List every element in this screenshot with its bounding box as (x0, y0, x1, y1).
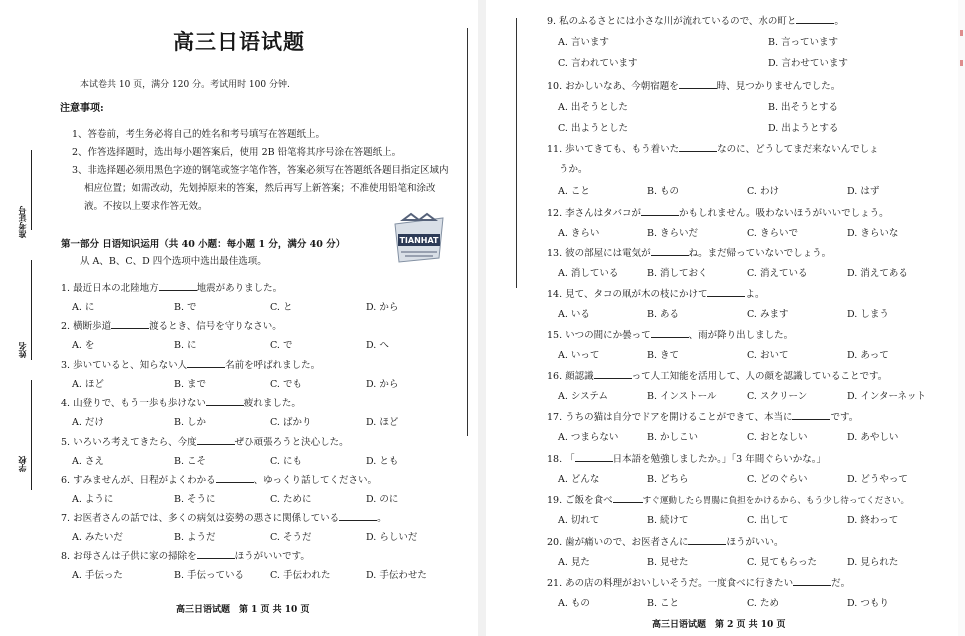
option-d[interactable]: D. 見られた (847, 557, 899, 568)
answer-blank (159, 281, 197, 291)
option-a[interactable]: A. みたいだ (72, 532, 123, 543)
option-d[interactable]: D. のに (366, 494, 399, 505)
column-divider (516, 18, 517, 288)
option-d[interactable]: D. 言わせています (768, 58, 848, 69)
option-b[interactable]: B. しか (174, 417, 207, 428)
question-stem-tail: です。 (830, 412, 859, 423)
answer-blank (679, 142, 717, 152)
question-stem-tail: よ。 (745, 289, 765, 300)
binding-line (31, 260, 32, 360)
option-d[interactable]: D. あやしい (847, 432, 899, 443)
question-stem-tail: 。 (377, 513, 387, 524)
exam-title: 高三日语试题 (173, 29, 305, 54)
question-stem-tail: すぐ運動したら胃腸に負担をかけるから、もう少し待ってください。 (642, 496, 910, 506)
question-stem-tail: ほうがいいです。 (234, 551, 310, 562)
option-b[interactable]: B. ある (647, 309, 680, 320)
option-a[interactable]: A. どんな (558, 474, 600, 485)
edge-mark (960, 60, 963, 66)
option-a[interactable]: A. もの (558, 598, 590, 609)
section-instruction: 从 A、B、C、D 四个选项中选出最佳选项。 (80, 256, 267, 267)
option-c[interactable]: C. ために (270, 494, 312, 505)
question-stem: 5. いろいろ考えてきたら、今度 (61, 437, 197, 448)
option-b[interactable]: B. そうに (174, 494, 216, 505)
question-stem: 8. お母さんは子供に家の掃除を (61, 551, 197, 562)
answer-blank (339, 511, 377, 521)
option-d[interactable]: D. から (366, 379, 399, 390)
question-stem: 1. 最近日本の北陸地方 (61, 283, 159, 294)
exam-page-1 (0, 0, 478, 636)
answer-blank (613, 493, 643, 503)
option-b[interactable]: B. 出そうとする (768, 102, 839, 113)
option-c[interactable]: C. 出ようとした (558, 123, 628, 134)
question-stem-tail: 地震がありました。 (196, 283, 283, 294)
question-stem: 17. うちの猫は自分でドアを開けることができて、本当に (547, 412, 793, 423)
question-stem-wrap: うか。 (559, 164, 588, 175)
option-b[interactable]: B. 続けて (647, 515, 689, 526)
question-stem-tail: ぜひ頑張ろうと決心した。 (234, 437, 349, 448)
question-stem: 16. 顔認識 (547, 371, 594, 382)
option-b[interactable]: B. どちら (647, 474, 689, 485)
stamp-text: TIANHAT (399, 236, 439, 245)
option-b[interactable]: B. に (174, 340, 197, 351)
option-c[interactable]: C. 言われています (558, 58, 638, 69)
notice-heading: 注意事项: (60, 103, 104, 114)
rule-item: 3、非选择题必须用黑色字迹的钢笔或签字笔作答，答案必须写在答题纸各题目指定区域内相应位置；如需改动，先划掉原来的答案，然后再写上新答案；不准使用铅笔和涂改液。不按以上要求作答无效。 (72, 165, 449, 212)
answer-blank (575, 452, 613, 462)
rule-item: 2、作答选择题时，选出每小题答案后，使用 2B 铅笔将其序号涂在答题纸上。 (72, 147, 402, 158)
answer-blank (111, 319, 149, 329)
option-d[interactable]: D. とも (366, 456, 399, 467)
question-stem-tail: 渡るとき、信号を守りなさい。 (149, 321, 282, 332)
answer-blank (707, 287, 745, 297)
option-c[interactable]: C. どのぐらい (747, 474, 808, 485)
option-b[interactable]: B. で (174, 302, 197, 313)
column-divider (467, 28, 468, 436)
watermark-stamp-icon (389, 212, 449, 268)
option-d[interactable]: D. から (366, 302, 399, 313)
question-stem-tail: って人工知能を活用して、人の顔を認識していることです。 (631, 371, 888, 382)
option-a[interactable]: A. きらい (558, 228, 600, 239)
option-b[interactable]: B. こと (647, 598, 680, 609)
answer-blank (206, 396, 244, 406)
binding-line (31, 380, 32, 490)
option-b[interactable]: B. 消しておく (647, 268, 708, 279)
option-c[interactable]: C. おとなしい (747, 432, 808, 443)
answer-blank (651, 328, 689, 338)
option-c[interactable]: C. ばかり (270, 417, 312, 428)
question-stem-tail: 、雨が降り出しました。 (688, 330, 794, 341)
question-stem: 13. 彼の部屋には電気が (547, 248, 651, 259)
answer-blank (197, 435, 235, 445)
question-stem-tail: 、ゆっくり話してください。 (253, 475, 377, 486)
option-a[interactable]: A. 出そうとした (558, 102, 628, 113)
option-c[interactable]: C. 手伝われた (270, 570, 331, 581)
question-stem-tail: かもしれません。吸わないほうがいいでしょう。 (679, 208, 889, 219)
option-b[interactable]: B. まで (174, 379, 207, 390)
page-gutter (478, 0, 486, 636)
option-a[interactable]: A. いる (558, 309, 590, 320)
answer-blank (796, 14, 834, 24)
answer-blank (197, 549, 235, 559)
option-b[interactable]: B. ようだ (174, 532, 216, 543)
question-stem: 10. おかしいなあ、今朝宿題を (547, 81, 679, 92)
option-a[interactable]: A. ほど (72, 379, 104, 390)
option-b[interactable]: B. もの (647, 186, 680, 197)
question-stem: 15. いつの間にか曇って (547, 330, 651, 341)
option-b[interactable]: B. かしこい (647, 432, 699, 443)
question-stem: 3. 歩いていると、知らない人 (61, 360, 188, 371)
option-a[interactable]: A. ように (72, 494, 114, 505)
option-b[interactable]: B. インストール (647, 391, 717, 402)
question-stem-tail: 時、見つかりませんでした。 (716, 81, 841, 92)
question-stem: 21. あの店の料理がおいしいそうだ。一度食べに行きたい (547, 578, 794, 589)
question-stem-tail: なのに、どうしてまだ来ないんでしょ (717, 144, 879, 155)
name-label: 姓名 (17, 342, 27, 358)
option-d[interactable]: D. どうやって (847, 474, 908, 485)
question-stem: 7. お医者さんの話では、多くの病気は姿勢の悪さに関係している (61, 513, 340, 524)
option-a[interactable]: A. 切れて (558, 515, 600, 526)
option-c[interactable]: C. 見てもらった (747, 557, 817, 568)
answer-blank (651, 246, 689, 256)
question-stem: 14. 見て、タコの凧が木の枝にかけて (547, 289, 708, 300)
rule-item: 1、答卷前，考生务必将自己的姓名和考号填写在答题纸上。 (72, 129, 326, 140)
option-d[interactable]: D. へ (366, 340, 389, 351)
option-d[interactable]: D. 出ようとする (768, 123, 839, 134)
question-stem-tail: 。 (834, 16, 844, 27)
option-b[interactable]: B. きらいだ (647, 228, 699, 239)
question-stem: 20. 歯が痛いので、お医者さんに (547, 537, 689, 548)
answer-blank (792, 410, 830, 420)
question-stem-tail: 疲れました。 (243, 398, 301, 409)
option-d[interactable]: D. 消えてある (847, 268, 908, 279)
question-stem: 2. 横断歩道 (61, 321, 112, 332)
option-a[interactable]: A. さえ (72, 456, 104, 467)
option-a[interactable]: A. 見た (558, 557, 590, 568)
option-b[interactable]: B. こそ (174, 456, 207, 467)
answer-blank (216, 473, 254, 483)
option-c[interactable]: C. きらいで (747, 228, 798, 239)
option-a[interactable]: A. こと (558, 186, 590, 197)
option-c[interactable]: C. ため (747, 598, 779, 609)
question-stem: 4. 山登りで、もう一歩も歩けない (61, 398, 206, 409)
question-stem: 19. ご飯を食べ (547, 495, 613, 506)
question-stem: 6. すみませんが、日程がよくわかる (61, 475, 216, 486)
option-b[interactable]: B. 手伝っている (174, 570, 245, 581)
option-c[interactable]: C. と (270, 302, 293, 313)
question-stem-tail: ほうがいい。 (726, 537, 784, 548)
option-c[interactable]: C. にも (270, 456, 302, 467)
question-stem-tail: ね。まだ帰っていないでしょう。 (688, 248, 832, 259)
option-a[interactable]: A. 消している (558, 268, 619, 279)
option-c[interactable]: C. スクリーン (747, 391, 808, 402)
binding-line (31, 150, 32, 230)
option-c[interactable]: C. そうだ (270, 532, 312, 543)
question-stem: 12. 李さんはタバコが (547, 208, 642, 219)
page-footer: 高三日语试题 第 2 页 共 10 页 (652, 620, 786, 630)
option-b[interactable]: B. 見せた (647, 557, 689, 568)
page-footer: 高三日语试题 第 1 页 共 10 页 (176, 605, 310, 615)
option-d[interactable]: D. しまう (847, 309, 889, 320)
option-c[interactable]: C. でも (270, 379, 302, 390)
option-d[interactable]: D. つもり (847, 598, 889, 609)
question-stem: 9. 私のふるさとには小さな川が流れているので、水の町と (547, 16, 797, 27)
school-label: 学校 (17, 456, 27, 472)
page-edge (958, 0, 965, 636)
answer-blank (793, 576, 831, 586)
option-d[interactable]: D. らしいだ (366, 532, 418, 543)
option-d[interactable]: D. ほど (366, 417, 399, 428)
question-stem: 11. 歩いてきても、もう着いた (547, 144, 680, 155)
notice-rules (72, 126, 452, 216)
option-a[interactable]: A. 言います (558, 37, 609, 48)
answer-blank (187, 358, 225, 368)
question-stem-tail: だ。 (831, 578, 851, 589)
option-c[interactable]: C. わけ (747, 186, 779, 197)
answer-blank (688, 535, 726, 545)
option-c[interactable]: C. おいて (747, 350, 789, 361)
option-a[interactable]: A. に (72, 302, 95, 313)
option-b[interactable]: B. きて (647, 350, 680, 361)
exam-intro: 本试卷共 10 页，满分 120 分。考试用时 100 分钟. (80, 80, 290, 90)
option-a[interactable]: A. 手伝った (72, 570, 123, 581)
option-d[interactable]: D. 終わって (847, 515, 899, 526)
question-stem: 18. 「 (547, 454, 575, 465)
option-a[interactable]: A. を (72, 340, 95, 351)
option-c[interactable]: C. で (270, 340, 293, 351)
question-stem-tail: 名前を呼ばれました。 (225, 360, 321, 371)
option-c[interactable]: C. 出して (747, 515, 789, 526)
option-d[interactable]: D. きらいな (847, 228, 899, 239)
answer-blank (641, 206, 679, 216)
option-d[interactable]: D. 手伝わせた (366, 570, 427, 581)
edge-mark (960, 30, 963, 36)
section-heading: 第一部分 日语知识运用（共 40 小题：每小题 1 分，满分 40 分） (61, 239, 346, 250)
answer-blank (594, 369, 632, 379)
option-d[interactable]: D. インターネット (847, 391, 926, 402)
answer-blank (679, 79, 717, 89)
option-d[interactable]: D. はず (847, 186, 880, 197)
exam-page-2 (486, 0, 965, 636)
option-c[interactable]: C. 消えている (747, 268, 808, 279)
option-a[interactable]: A. つまらない (558, 432, 619, 443)
option-a[interactable]: A. いって (558, 350, 600, 361)
option-a[interactable]: A. だけ (72, 417, 104, 428)
option-b[interactable]: B. 言っています (768, 37, 839, 48)
question-stem-tail: 日本語を勉強しましたか。」「3 年間ぐらいかな。」 (612, 454, 826, 465)
exam-number-label: 准考证号 (17, 206, 27, 238)
option-a[interactable]: A. システム (558, 391, 608, 402)
option-c[interactable]: C. みます (747, 309, 789, 320)
option-d[interactable]: D. あって (847, 350, 889, 361)
